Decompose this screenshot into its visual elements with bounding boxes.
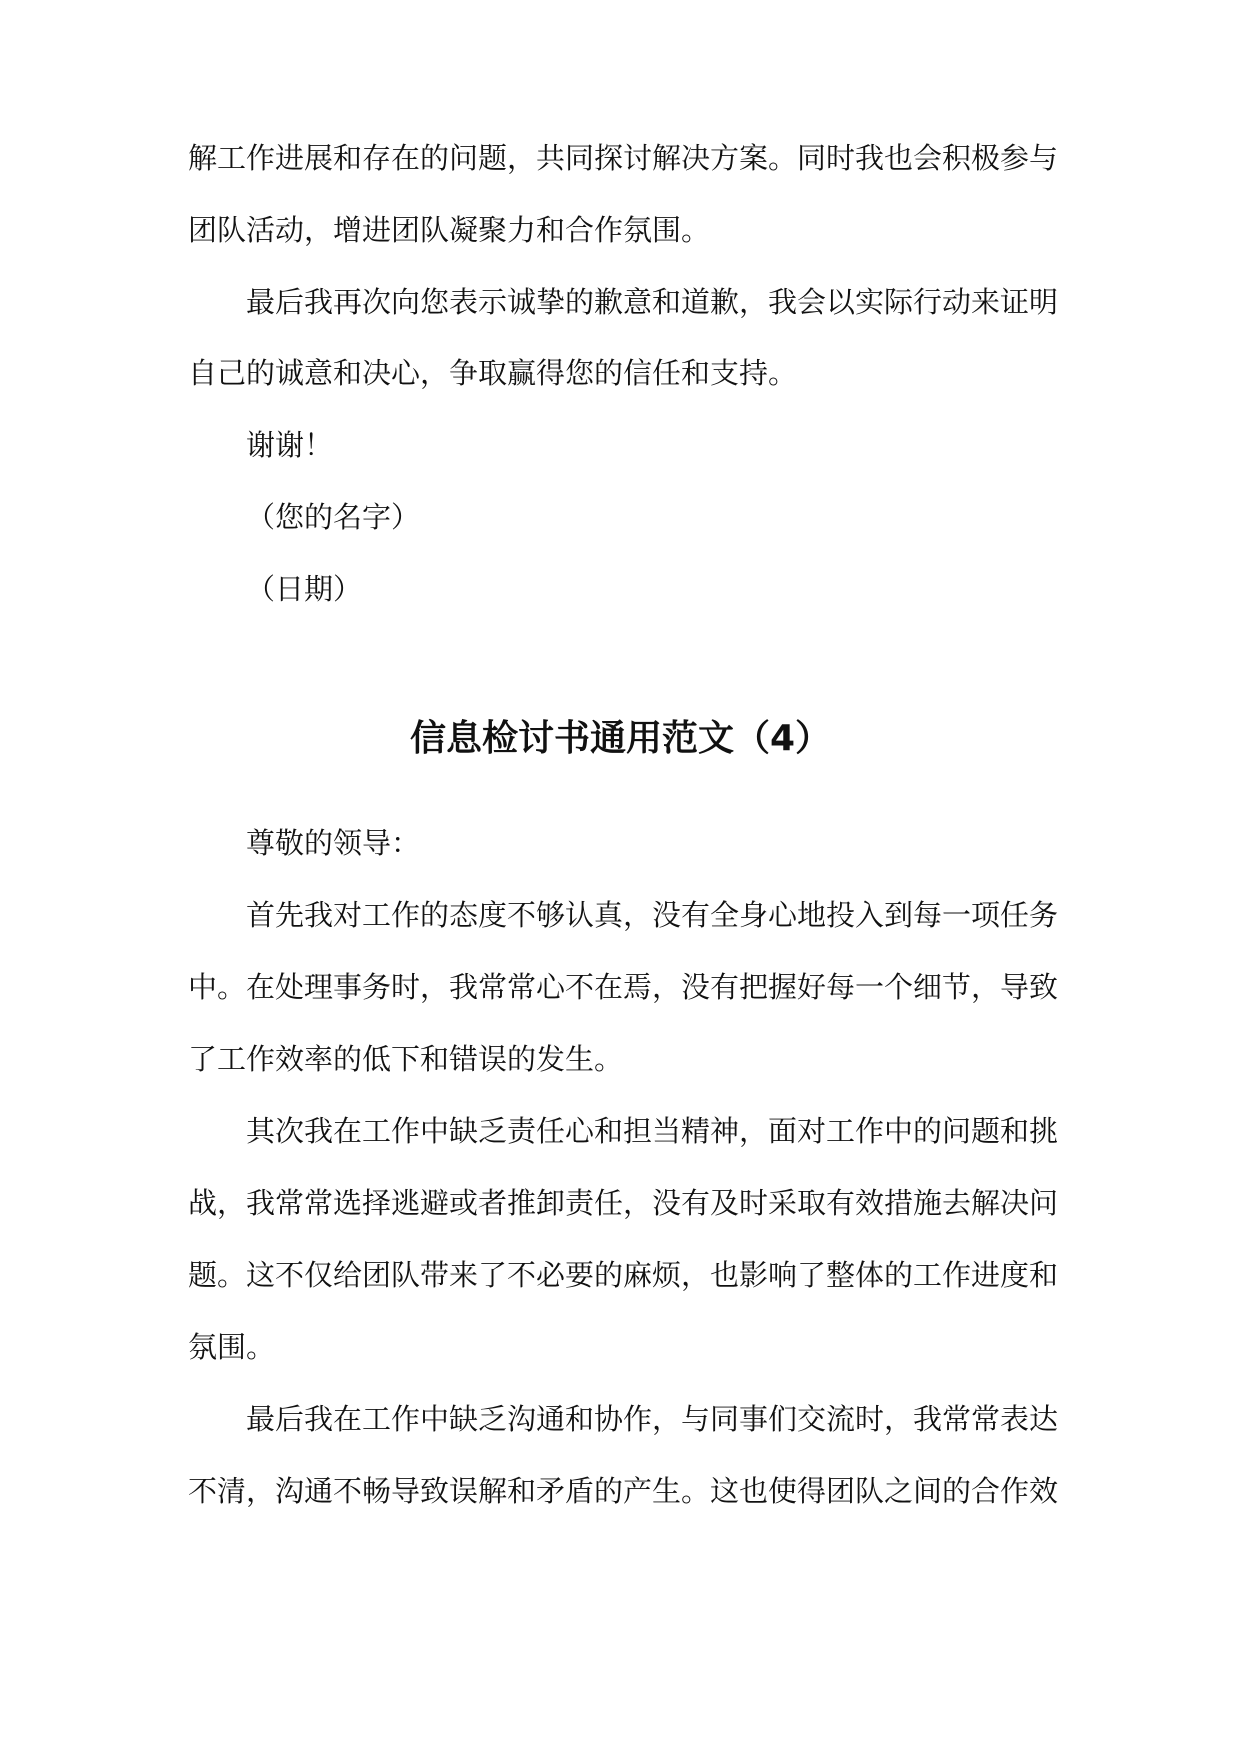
signature-date: （日期） (246, 572, 363, 606)
paragraph-1-line-1: 首先我对工作的态度不够认真，没有全身心地投入到每一项任务 (246, 898, 1059, 932)
top-paragraph-line-2: 团队活动，增进团队凝聚力和合作氛围。 (188, 213, 711, 247)
top-paragraph-line-1: 解工作进展和存在的问题，共同探讨解决方案。同时我也会积极参与 (188, 141, 1059, 175)
paragraph-2-line-3: 题。这不仅给团队带来了不必要的麻烦，也影响了整体的工作进度和 (188, 1258, 1059, 1292)
thanks-line: 谢谢！ (246, 428, 334, 462)
paragraph-3-line-1: 最后我在工作中缺乏沟通和协作，与同事们交流时，我常常表达 (246, 1402, 1059, 1436)
section-title: 信息检讨书通用范文（4） (409, 718, 832, 759)
paragraph-2-line-2: 战，我常常选择逃避或者推卸责任，没有及时采取有效措施去解决问 (188, 1186, 1059, 1220)
signature-name: （您的名字） (246, 500, 421, 534)
paragraph-2-line-4: 氛围。 (188, 1330, 276, 1364)
paragraph-2-line-1: 其次我在工作中缺乏责任心和担当精神，面对工作中的问题和挑 (246, 1114, 1059, 1148)
closing-paragraph-line-2: 自己的诚意和决心，争取赢得您的信任和支持。 (188, 356, 798, 390)
paragraph-3-line-2: 不清，沟通不畅导致误解和矛盾的产生。这也使得团队之间的合作效 (188, 1474, 1059, 1508)
closing-paragraph-line-1: 最后我再次向您表示诚挚的歉意和道歉，我会以实际行动来证明 (246, 285, 1059, 319)
paragraph-1-line-3: 了工作效率的低下和错误的发生。 (188, 1042, 624, 1076)
salutation: 尊敬的领导： (246, 826, 421, 860)
paragraph-1-line-2: 中。在处理事务时，我常常心不在焉，没有把握好每一个细节，导致 (188, 970, 1059, 1004)
